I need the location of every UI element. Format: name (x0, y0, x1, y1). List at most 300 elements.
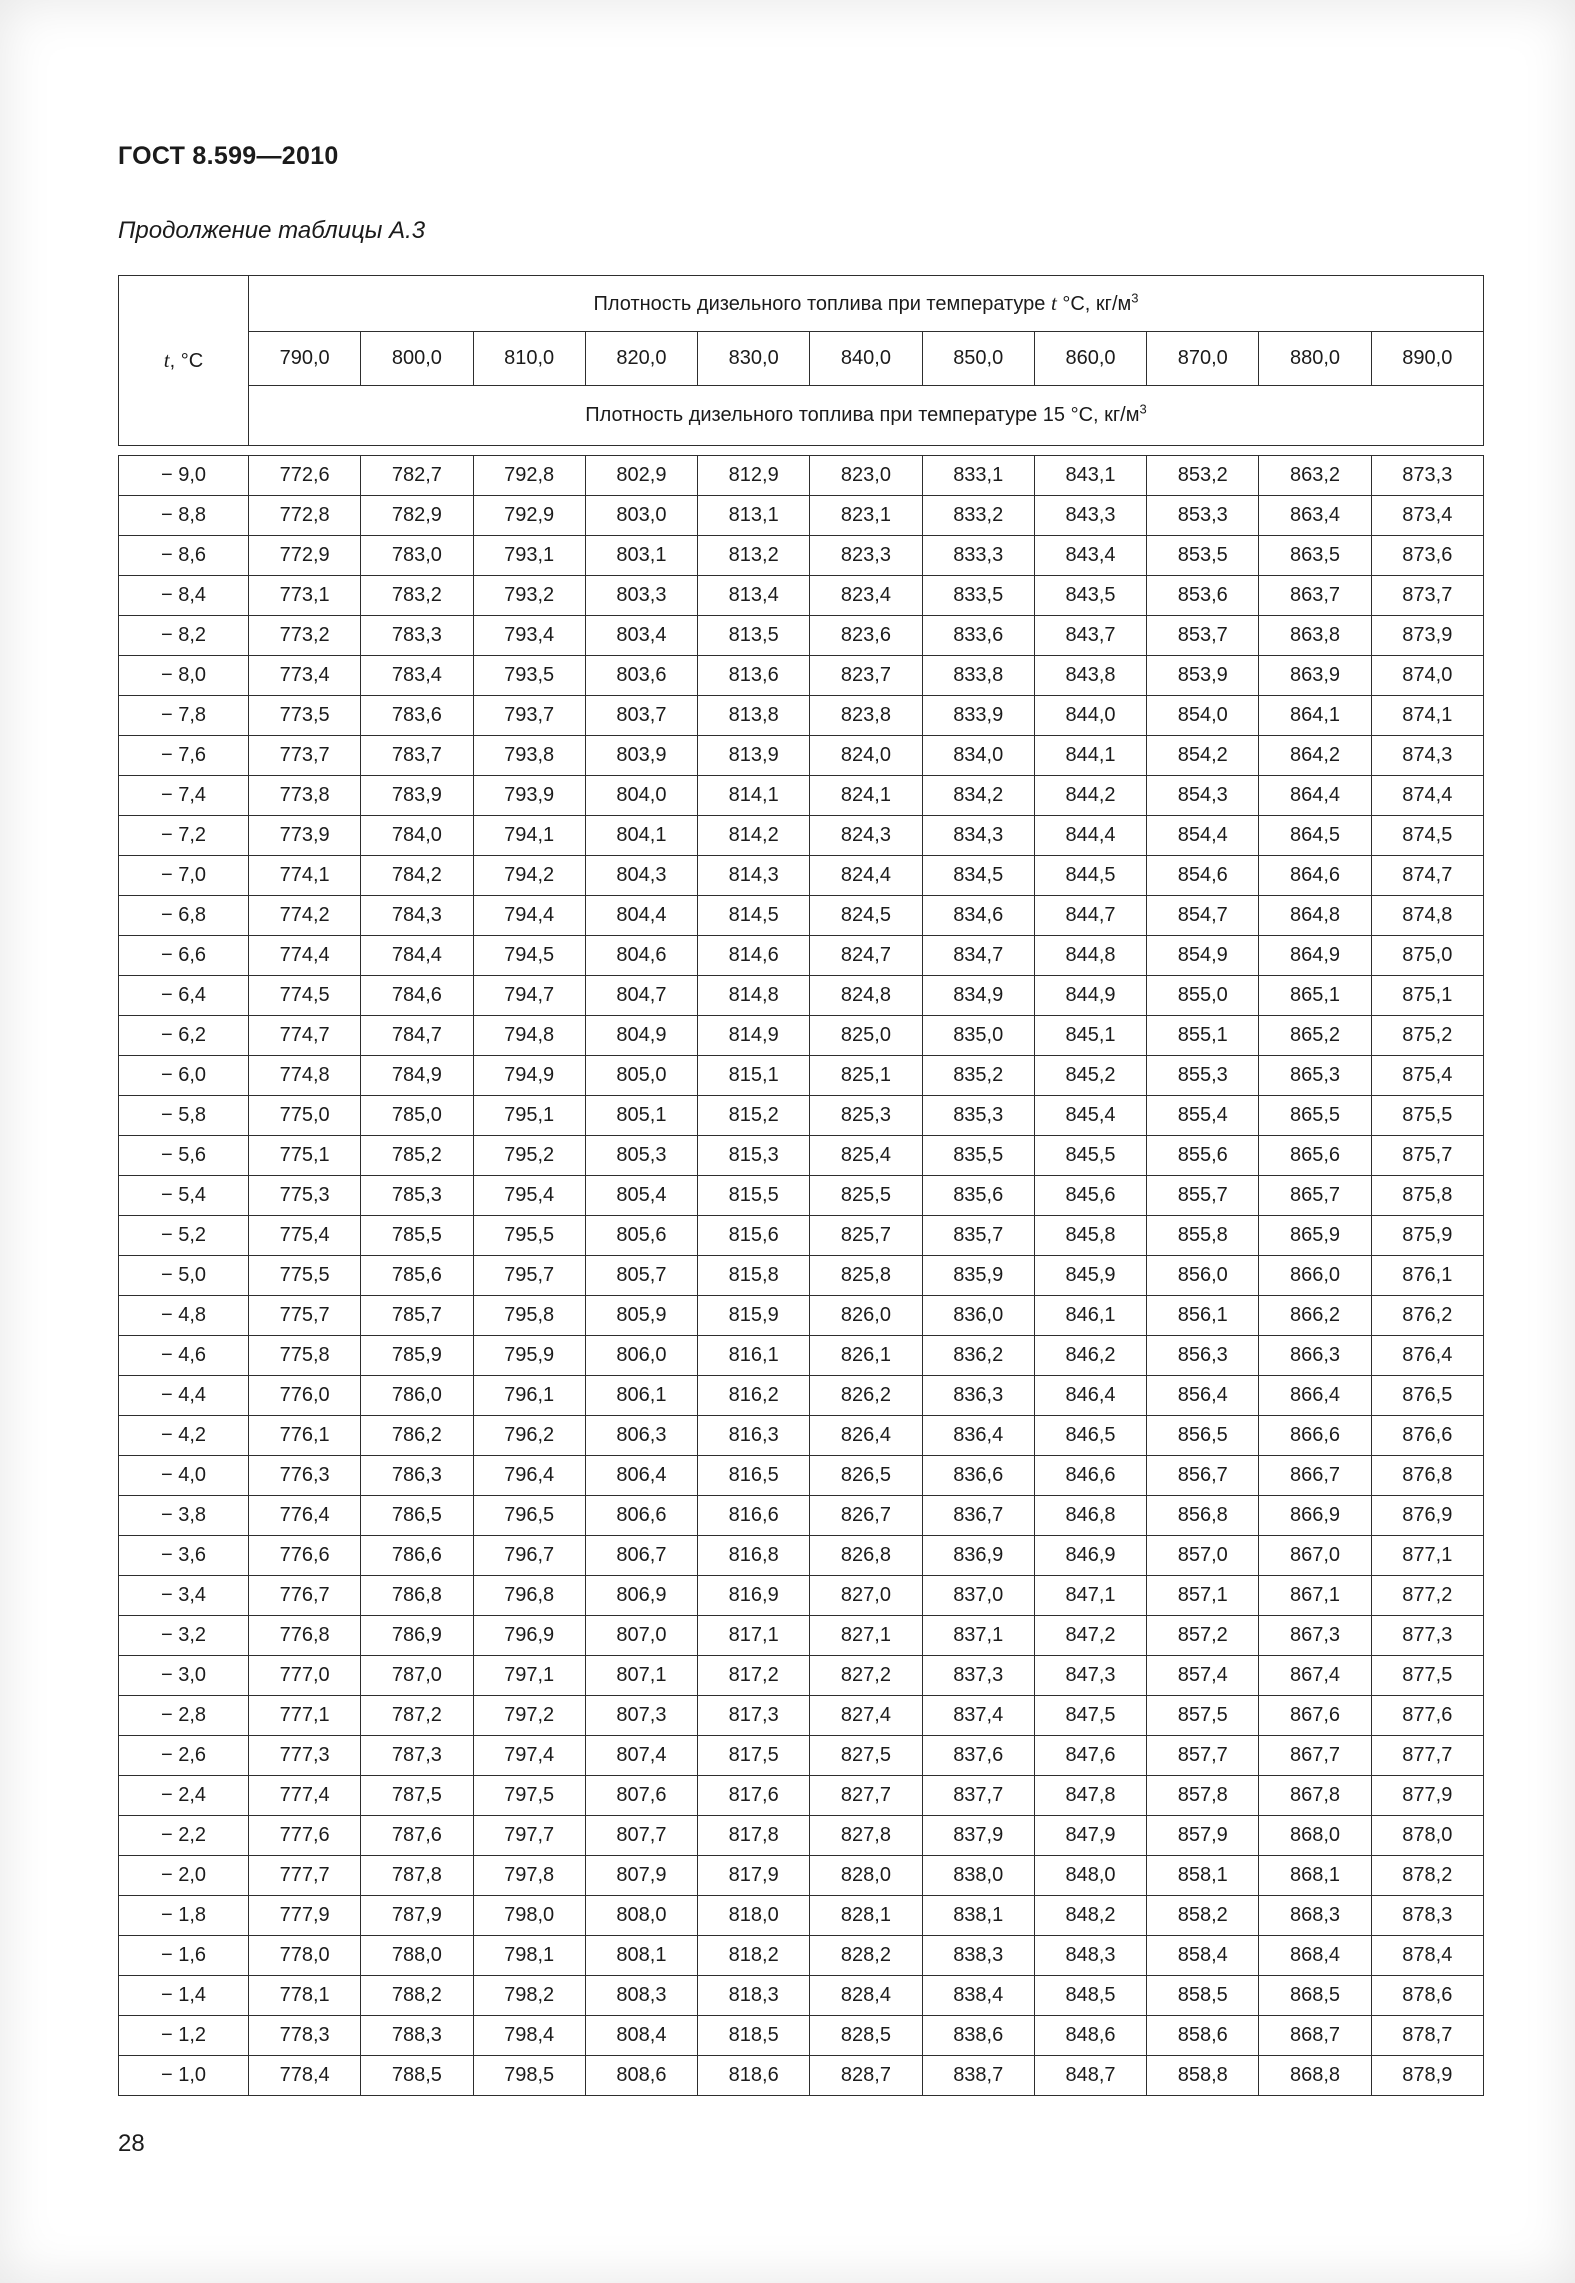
value-cell: 826,7 (810, 1496, 922, 1536)
value-cell: 875,4 (1371, 1056, 1483, 1096)
value-cell: 856,0 (1147, 1256, 1259, 1296)
value-cell: 792,9 (473, 496, 585, 536)
value-cell: 847,8 (1034, 1776, 1146, 1816)
top-header-units: °С, кг/м (1056, 293, 1132, 315)
value-cell: 855,3 (1147, 1056, 1259, 1096)
value-cell: 876,4 (1371, 1336, 1483, 1376)
value-cell: 854,3 (1147, 776, 1259, 816)
value-cell: 806,7 (585, 1536, 697, 1576)
value-cell: 827,5 (810, 1736, 922, 1776)
table-row (119, 1456, 1484, 1496)
value-cell: 825,0 (810, 1016, 922, 1056)
value-cell: 875,5 (1371, 1096, 1483, 1136)
table-row (119, 1096, 1484, 1136)
value-cell: 875,2 (1371, 1016, 1483, 1056)
value-cell: 803,3 (585, 576, 697, 616)
value-cell: 785,7 (361, 1296, 473, 1336)
value-cell: 814,5 (698, 896, 810, 936)
value-cell: 794,9 (473, 1056, 585, 1096)
value-cell: 803,0 (585, 496, 697, 536)
value-cell: 823,8 (810, 696, 922, 736)
value-cell: 835,2 (922, 1056, 1034, 1096)
value-cell: 776,6 (249, 1536, 361, 1576)
value-cell: 815,3 (698, 1136, 810, 1176)
t-cell: − 3,6 (119, 1536, 249, 1576)
t-cell: − 4,4 (119, 1376, 249, 1416)
value-cell: 864,1 (1259, 696, 1371, 736)
value-cell: 783,4 (361, 656, 473, 696)
value-cell: 874,7 (1371, 856, 1483, 896)
mid-header-text: Плотность дизельного топлива при температуре 15 °С, кг/м (585, 404, 1140, 426)
table-row (119, 1576, 1484, 1616)
superscript-3: 3 (1131, 290, 1139, 306)
value-cell: 796,9 (473, 1616, 585, 1656)
value-cell: 845,5 (1034, 1136, 1146, 1176)
table-row (119, 1056, 1484, 1096)
value-cell: 877,2 (1371, 1576, 1483, 1616)
value-cell: 836,6 (922, 1456, 1034, 1496)
top-header-text: Плотность дизельного топлива при температуре (593, 293, 1051, 315)
density-column-header: 810,0 (473, 332, 585, 386)
value-cell: 836,0 (922, 1296, 1034, 1336)
value-cell: 824,8 (810, 976, 922, 1016)
value-cell: 824,5 (810, 896, 922, 936)
value-cell: 784,0 (361, 816, 473, 856)
table-body-block (118, 455, 1484, 2096)
value-cell: 794,8 (473, 1016, 585, 1056)
value-cell: 854,0 (1147, 696, 1259, 736)
value-cell: 856,7 (1147, 1456, 1259, 1496)
value-cell: 788,5 (361, 2056, 473, 2096)
superscript-3: 3 (1139, 401, 1147, 417)
value-cell: 857,4 (1147, 1656, 1259, 1696)
value-cell: 813,4 (698, 576, 810, 616)
value-cell: 795,7 (473, 1256, 585, 1296)
t-cell: − 6,6 (119, 936, 249, 976)
document-code: ГОСТ 8.599—2010 (118, 142, 339, 170)
value-cell: 784,4 (361, 936, 473, 976)
density-column-header: 830,0 (698, 332, 810, 386)
value-cell: 848,7 (1034, 2056, 1146, 2096)
table-row (119, 776, 1484, 816)
value-cell: 853,3 (1147, 496, 1259, 536)
table-row (119, 1856, 1484, 1896)
value-cell: 824,0 (810, 736, 922, 776)
value-cell: 866,3 (1259, 1336, 1371, 1376)
value-cell: 793,2 (473, 576, 585, 616)
value-cell: 805,3 (585, 1136, 697, 1176)
table-row (119, 1416, 1484, 1456)
value-cell: 825,3 (810, 1096, 922, 1136)
value-cell: 784,6 (361, 976, 473, 1016)
value-cell: 793,7 (473, 696, 585, 736)
value-cell: 775,0 (249, 1096, 361, 1136)
value-cell: 787,6 (361, 1816, 473, 1856)
value-cell: 837,6 (922, 1736, 1034, 1776)
value-cell: 805,6 (585, 1216, 697, 1256)
value-cell: 807,0 (585, 1616, 697, 1656)
value-cell: 786,0 (361, 1376, 473, 1416)
value-cell: 853,7 (1147, 616, 1259, 656)
value-cell: 844,2 (1034, 776, 1146, 816)
value-cell: 836,4 (922, 1416, 1034, 1456)
value-cell: 794,7 (473, 976, 585, 1016)
value-cell: 875,7 (1371, 1136, 1483, 1176)
value-cell: 775,8 (249, 1336, 361, 1376)
t-cell: − 5,8 (119, 1096, 249, 1136)
value-cell: 854,4 (1147, 816, 1259, 856)
t-cell: − 2,0 (119, 1856, 249, 1896)
value-cell: 785,5 (361, 1216, 473, 1256)
value-cell: 827,4 (810, 1696, 922, 1736)
value-cell: 873,9 (1371, 616, 1483, 656)
value-cell: 846,1 (1034, 1296, 1146, 1336)
value-cell: 774,1 (249, 856, 361, 896)
value-cell: 838,6 (922, 2016, 1034, 2056)
value-cell: 833,2 (922, 496, 1034, 536)
value-cell: 846,6 (1034, 1456, 1146, 1496)
value-cell: 802,9 (585, 456, 697, 496)
value-cell: 785,0 (361, 1096, 473, 1136)
value-cell: 804,4 (585, 896, 697, 936)
value-cell: 784,2 (361, 856, 473, 896)
t-cell: − 4,8 (119, 1296, 249, 1336)
t-cell: − 7,8 (119, 696, 249, 736)
value-cell: 856,1 (1147, 1296, 1259, 1336)
value-cell: 807,7 (585, 1816, 697, 1856)
value-cell: 855,1 (1147, 1016, 1259, 1056)
table-row (119, 496, 1484, 536)
value-cell: 797,1 (473, 1656, 585, 1696)
value-cell: 828,0 (810, 1856, 922, 1896)
value-cell: 787,9 (361, 1896, 473, 1936)
table-row (119, 856, 1484, 896)
value-cell: 858,2 (1147, 1896, 1259, 1936)
value-cell: 784,9 (361, 1056, 473, 1096)
value-cell: 795,9 (473, 1336, 585, 1376)
value-cell: 863,4 (1259, 496, 1371, 536)
value-cell: 773,1 (249, 576, 361, 616)
value-cell: 874,0 (1371, 656, 1483, 696)
value-cell: 875,1 (1371, 976, 1483, 1016)
value-cell: 855,0 (1147, 976, 1259, 1016)
value-cell: 848,2 (1034, 1896, 1146, 1936)
value-cell: 805,4 (585, 1176, 697, 1216)
value-cell: 853,9 (1147, 656, 1259, 696)
value-cell: 868,7 (1259, 2016, 1371, 2056)
value-cell: 808,0 (585, 1896, 697, 1936)
value-cell: 834,2 (922, 776, 1034, 816)
value-cell: 827,1 (810, 1616, 922, 1656)
value-cell: 876,1 (1371, 1256, 1483, 1296)
value-cell: 793,9 (473, 776, 585, 816)
value-cell: 858,5 (1147, 1976, 1259, 2016)
table-row (119, 1336, 1484, 1376)
value-cell: 836,7 (922, 1496, 1034, 1536)
t-cell: − 8,0 (119, 656, 249, 696)
density-column-header: 880,0 (1259, 332, 1371, 386)
value-cell: 867,6 (1259, 1696, 1371, 1736)
corner-header-rest: , °С (169, 350, 204, 372)
value-cell: 772,6 (249, 456, 361, 496)
value-cell: 823,3 (810, 536, 922, 576)
table-row (119, 1016, 1484, 1056)
value-cell: 875,0 (1371, 936, 1483, 976)
value-cell: 773,9 (249, 816, 361, 856)
header-row-15c (119, 386, 1484, 446)
table-row (119, 936, 1484, 976)
value-cell: 877,1 (1371, 1536, 1483, 1576)
value-cell: 794,1 (473, 816, 585, 856)
t-cell: − 2,4 (119, 1776, 249, 1816)
t-cell: − 6,8 (119, 896, 249, 936)
value-cell: 868,8 (1259, 2056, 1371, 2096)
value-cell: 865,7 (1259, 1176, 1371, 1216)
corner-header-cell (119, 276, 249, 446)
value-cell: 866,7 (1259, 1456, 1371, 1496)
value-cell: 806,4 (585, 1456, 697, 1496)
value-cell: 837,7 (922, 1776, 1034, 1816)
table-row (119, 1656, 1484, 1696)
value-cell: 784,3 (361, 896, 473, 936)
value-cell: 844,8 (1034, 936, 1146, 976)
value-cell: 798,5 (473, 2056, 585, 2096)
value-cell: 776,3 (249, 1456, 361, 1496)
value-cell: 855,6 (1147, 1136, 1259, 1176)
t-cell: − 3,4 (119, 1576, 249, 1616)
value-cell: 858,8 (1147, 2056, 1259, 2096)
value-cell: 783,2 (361, 576, 473, 616)
value-cell: 815,1 (698, 1056, 810, 1096)
value-cell: 854,9 (1147, 936, 1259, 976)
value-cell: 867,8 (1259, 1776, 1371, 1816)
value-cell: 813,6 (698, 656, 810, 696)
value-cell: 865,6 (1259, 1136, 1371, 1176)
value-cell: 817,9 (698, 1856, 810, 1896)
value-cell: 783,9 (361, 776, 473, 816)
value-cell: 857,8 (1147, 1776, 1259, 1816)
value-cell: 863,7 (1259, 576, 1371, 616)
value-cell: 846,5 (1034, 1416, 1146, 1456)
value-cell: 784,7 (361, 1016, 473, 1056)
value-cell: 847,9 (1034, 1816, 1146, 1856)
t-cell: − 8,8 (119, 496, 249, 536)
value-cell: 776,4 (249, 1496, 361, 1536)
top-header-cell (249, 276, 1484, 332)
t-cell: − 7,2 (119, 816, 249, 856)
value-cell: 847,3 (1034, 1656, 1146, 1696)
value-cell: 826,0 (810, 1296, 922, 1336)
value-cell: 857,7 (1147, 1736, 1259, 1776)
value-cell: 833,6 (922, 616, 1034, 656)
value-cell: 877,9 (1371, 1776, 1483, 1816)
value-cell: 813,8 (698, 696, 810, 736)
value-cell: 878,7 (1371, 2016, 1483, 2056)
value-cell: 858,6 (1147, 2016, 1259, 2056)
value-cell: 778,1 (249, 1976, 361, 2016)
value-cell: 774,2 (249, 896, 361, 936)
value-cell: 817,8 (698, 1816, 810, 1856)
value-cell: 794,5 (473, 936, 585, 976)
value-cell: 775,1 (249, 1136, 361, 1176)
value-cell: 846,8 (1034, 1496, 1146, 1536)
value-cell: 876,5 (1371, 1376, 1483, 1416)
table-row (119, 1696, 1484, 1736)
value-cell: 828,2 (810, 1936, 922, 1976)
value-cell: 796,7 (473, 1536, 585, 1576)
value-cell: 806,3 (585, 1416, 697, 1456)
value-cell: 785,9 (361, 1336, 473, 1376)
value-cell: 866,6 (1259, 1416, 1371, 1456)
value-cell: 857,9 (1147, 1816, 1259, 1856)
t-symbol: t (163, 348, 170, 372)
value-cell: 845,8 (1034, 1216, 1146, 1256)
value-cell: 798,2 (473, 1976, 585, 2016)
value-cell: 836,9 (922, 1536, 1034, 1576)
value-cell: 805,9 (585, 1296, 697, 1336)
value-cell: 804,0 (585, 776, 697, 816)
value-cell: 874,3 (1371, 736, 1483, 776)
density-column-header: 870,0 (1147, 332, 1259, 386)
value-cell: 834,6 (922, 896, 1034, 936)
value-cell: 817,2 (698, 1656, 810, 1696)
value-cell: 815,5 (698, 1176, 810, 1216)
value-cell: 865,9 (1259, 1216, 1371, 1256)
value-cell: 866,9 (1259, 1496, 1371, 1536)
t-cell: − 5,4 (119, 1176, 249, 1216)
value-cell: 857,2 (1147, 1616, 1259, 1656)
value-cell: 786,3 (361, 1456, 473, 1496)
value-cell: 773,4 (249, 656, 361, 696)
value-cell: 813,2 (698, 536, 810, 576)
value-cell: 803,1 (585, 536, 697, 576)
value-cell: 775,4 (249, 1216, 361, 1256)
value-cell: 803,6 (585, 656, 697, 696)
value-cell: 776,8 (249, 1616, 361, 1656)
t-cell: − 8,6 (119, 536, 249, 576)
value-cell: 787,8 (361, 1856, 473, 1896)
value-cell: 796,5 (473, 1496, 585, 1536)
table-row (119, 1496, 1484, 1536)
value-cell: 838,3 (922, 1936, 1034, 1976)
value-cell: 847,5 (1034, 1696, 1146, 1736)
value-cell: 865,5 (1259, 1096, 1371, 1136)
value-cell: 826,2 (810, 1376, 922, 1416)
value-cell: 817,1 (698, 1616, 810, 1656)
value-cell: 787,5 (361, 1776, 473, 1816)
value-cell: 834,3 (922, 816, 1034, 856)
value-cell: 865,2 (1259, 1016, 1371, 1056)
value-cell: 783,7 (361, 736, 473, 776)
value-cell: 817,6 (698, 1776, 810, 1816)
value-cell: 837,4 (922, 1696, 1034, 1736)
value-cell: 848,6 (1034, 2016, 1146, 2056)
table-row (119, 1216, 1484, 1256)
value-cell: 855,8 (1147, 1216, 1259, 1256)
table-row (119, 536, 1484, 576)
value-cell: 876,6 (1371, 1416, 1483, 1456)
t-cell: − 7,6 (119, 736, 249, 776)
value-cell: 838,4 (922, 1976, 1034, 2016)
value-cell: 878,0 (1371, 1816, 1483, 1856)
value-cell: 798,1 (473, 1936, 585, 1976)
value-cell: 793,4 (473, 616, 585, 656)
value-cell: 874,4 (1371, 776, 1483, 816)
value-cell: 857,0 (1147, 1536, 1259, 1576)
t-cell: − 5,2 (119, 1216, 249, 1256)
value-cell: 785,3 (361, 1176, 473, 1216)
value-cell: 843,5 (1034, 576, 1146, 616)
t-cell: − 7,0 (119, 856, 249, 896)
value-cell: 782,9 (361, 496, 473, 536)
t-cell: − 6,0 (119, 1056, 249, 1096)
value-cell: 848,3 (1034, 1936, 1146, 1976)
t-cell: − 9,0 (119, 456, 249, 496)
value-cell: 785,2 (361, 1136, 473, 1176)
value-cell: 843,1 (1034, 456, 1146, 496)
value-cell: 803,7 (585, 696, 697, 736)
value-cell: 815,6 (698, 1216, 810, 1256)
t-cell: − 7,4 (119, 776, 249, 816)
value-cell: 812,9 (698, 456, 810, 496)
value-cell: 846,2 (1034, 1336, 1146, 1376)
value-cell: 797,7 (473, 1816, 585, 1856)
value-cell: 877,5 (1371, 1656, 1483, 1696)
value-cell: 814,8 (698, 976, 810, 1016)
value-cell: 874,8 (1371, 896, 1483, 936)
value-cell: 845,1 (1034, 1016, 1146, 1056)
value-cell: 793,1 (473, 536, 585, 576)
t-cell: − 3,0 (119, 1656, 249, 1696)
table-row (119, 1776, 1484, 1816)
t-cell: − 6,2 (119, 1016, 249, 1056)
value-cell: 857,5 (1147, 1696, 1259, 1736)
value-cell: 864,2 (1259, 736, 1371, 776)
value-cell: 826,5 (810, 1456, 922, 1496)
value-cell: 818,0 (698, 1896, 810, 1936)
t-cell: − 1,8 (119, 1896, 249, 1936)
table-row (119, 1816, 1484, 1856)
value-cell: 817,5 (698, 1736, 810, 1776)
value-cell: 855,7 (1147, 1176, 1259, 1216)
value-cell: 838,0 (922, 1856, 1034, 1896)
value-cell: 865,3 (1259, 1056, 1371, 1096)
value-cell: 846,4 (1034, 1376, 1146, 1416)
value-cell: 787,0 (361, 1656, 473, 1696)
table-row (119, 1736, 1484, 1776)
value-cell: 873,6 (1371, 536, 1483, 576)
page-number: 28 (118, 2130, 145, 2157)
value-cell: 825,1 (810, 1056, 922, 1096)
t-symbol: t (1050, 291, 1057, 315)
table-row (119, 1616, 1484, 1656)
value-cell: 873,7 (1371, 576, 1483, 616)
t-cell: − 8,2 (119, 616, 249, 656)
value-cell: 838,7 (922, 2056, 1034, 2096)
density-column-header: 860,0 (1034, 332, 1146, 386)
value-cell: 805,7 (585, 1256, 697, 1296)
value-cell: 818,5 (698, 2016, 810, 2056)
value-cell: 792,8 (473, 456, 585, 496)
value-cell: 814,9 (698, 1016, 810, 1056)
t-cell: − 6,4 (119, 976, 249, 1016)
value-cell: 824,4 (810, 856, 922, 896)
value-cell: 777,0 (249, 1656, 361, 1696)
value-cell: 863,5 (1259, 536, 1371, 576)
value-cell: 864,6 (1259, 856, 1371, 896)
t-cell: − 3,8 (119, 1496, 249, 1536)
value-cell: 844,0 (1034, 696, 1146, 736)
